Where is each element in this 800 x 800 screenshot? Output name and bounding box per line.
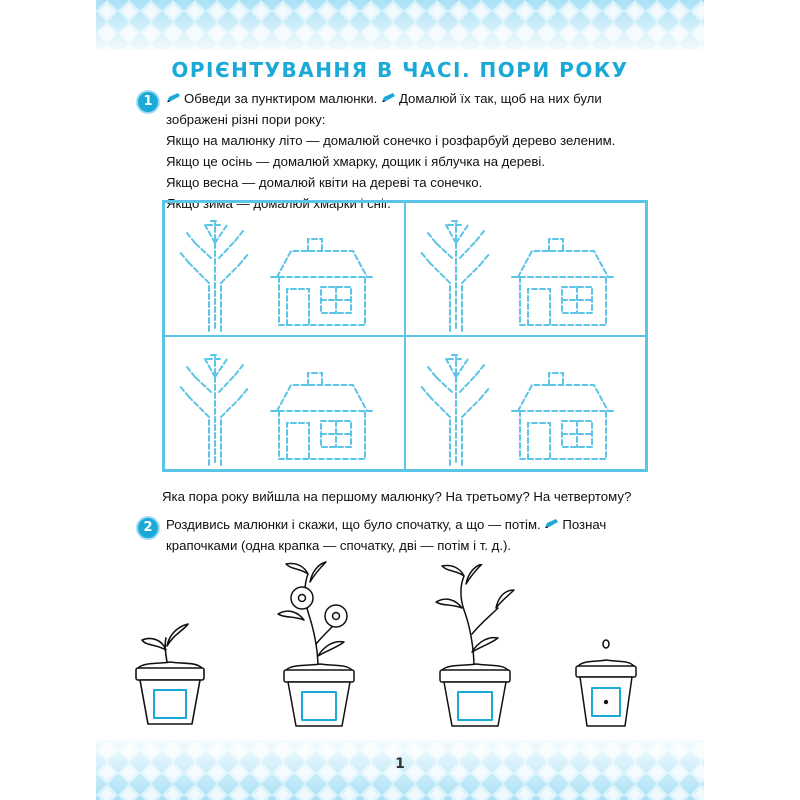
task1-instructions [166, 88, 615, 214]
flower-pot-icon [572, 636, 642, 730]
tracing-cell[interactable] [164, 202, 405, 336]
tree-house-outline-icon [406, 203, 646, 337]
task1-line5: Якщо весна — домалюй квіти на дереві та сонечко. [166, 175, 483, 190]
plant-growth-sequence [96, 560, 704, 740]
top-decorative-band [96, 0, 704, 50]
pencil-icon [381, 92, 397, 104]
task2-instructions [166, 514, 606, 556]
task1-line4: Якщо це осінь — домалюй хмарку, дощик і яблучка на дереві. [166, 154, 545, 169]
pencil-icon [166, 92, 182, 104]
season-question: Яка пора року вийшла на першому малюнку? На третьому? На четвертому? [162, 489, 632, 504]
workbook-page [96, 0, 704, 800]
task2-line1b: Познач [562, 517, 607, 532]
task2-line2: крапочками (одна крапка — спочатку, дві — потім і т. д.). [166, 538, 512, 553]
task2-line1a: Роздивись малюнки і скажи, що було спочатку, а що — потім. [166, 517, 541, 532]
task1-line1a: Обведи за пунктиром малюнки. [184, 91, 378, 106]
page-title: ОРІЄНТУВАННЯ В ЧАСІ. ПОРИ РОКУ [171, 58, 629, 82]
tracing-cell[interactable] [164, 336, 405, 470]
tracing-cell[interactable] [405, 336, 646, 470]
flower-pot-icon [432, 564, 522, 730]
tracing-cell[interactable] [405, 202, 646, 336]
task1-line1b: Домалюй їх так, щоб на них були [398, 91, 602, 106]
task1-line6: Якщо зима — домалюй хмарки і сніг. [166, 196, 391, 211]
tracing-grid [162, 200, 648, 472]
task1-line3: Якщо на малюнку літо — домалюй сонечко і розфарбуй дерево зеленим. [166, 133, 616, 148]
tree-house-outline-icon [406, 337, 646, 471]
page-number: 1 [395, 756, 405, 772]
pencil-icon [544, 518, 560, 530]
tree-house-outline-icon [165, 337, 405, 471]
task-number-badge: 1 [136, 90, 160, 114]
flower-pot-icon [130, 610, 210, 730]
tree-house-outline-icon [165, 203, 405, 337]
task1-line2: зображені різні пори року: [166, 112, 326, 127]
flower-pot-icon [274, 560, 364, 730]
task-number-badge: 2 [136, 516, 160, 540]
